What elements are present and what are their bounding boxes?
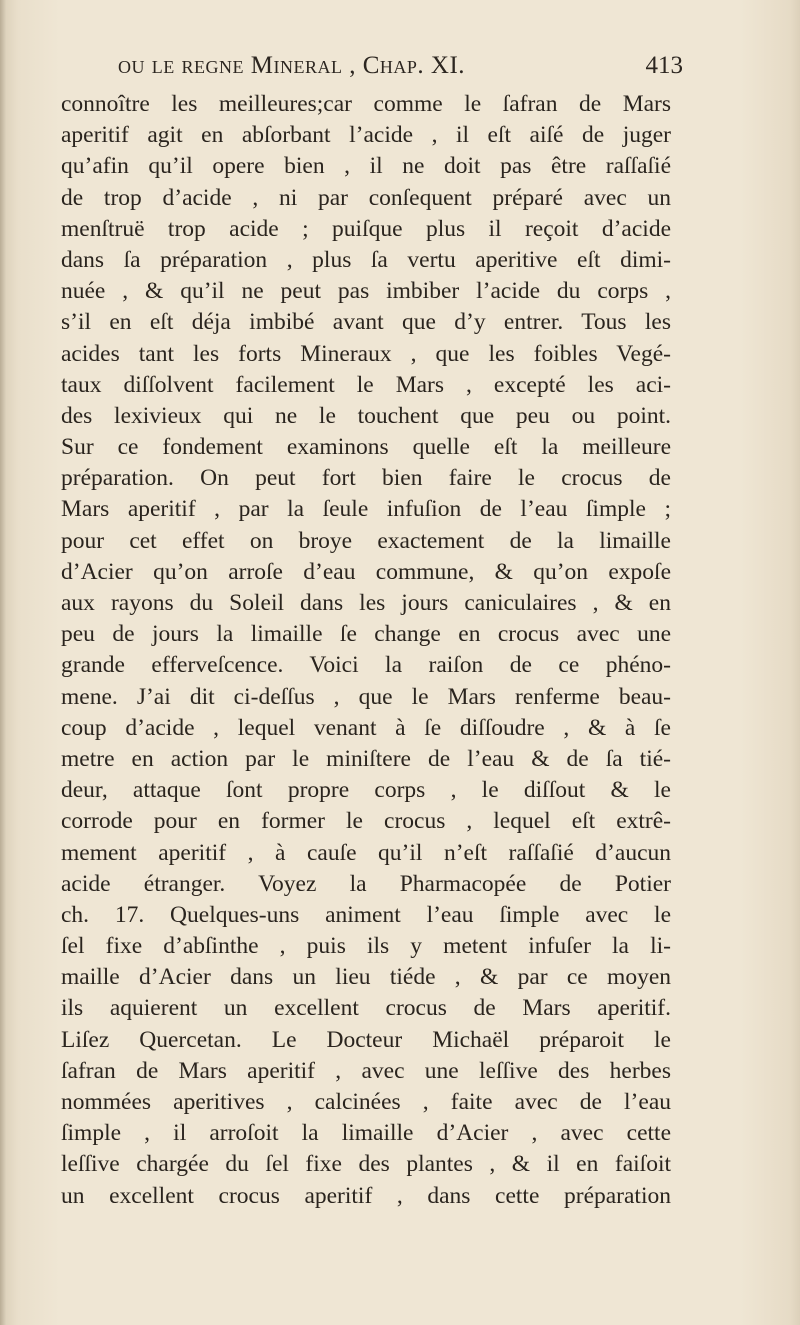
- page-gutter: [0, 0, 6, 1325]
- page-number: 413: [645, 52, 683, 79]
- text-line: préparation. On peut fort bien faire le crocus de: [61, 465, 671, 492]
- text-line: ils aquierent un excellent crocus de Mars aperitif.: [61, 995, 671, 1022]
- text-line: metre en action par le miniſtere de l’eau & de ſa tié-: [61, 745, 671, 772]
- text-line: ch. 17. Quelques-uns animent l’eau ſimple avec le: [61, 901, 671, 928]
- text-line: taux diſſolvent facilement le Mars , excepté les aci-: [61, 371, 671, 398]
- page-header: [60, 52, 683, 94]
- text-line: corrode pour en former le crocus , lequel eſt extrê-: [61, 808, 671, 835]
- text-line: nuée , & qu’il ne peut pas imbiber l’acide du corps ,: [61, 278, 671, 305]
- text-line: menſtruë trop acide ; puiſque plus il reçoit d’acide: [61, 215, 671, 242]
- text-line: aperitif agit en abſorbant l’acide , il eſt aiſé de juger: [61, 122, 671, 149]
- text-line: grande effervеſcence. Voici la raiſon de ce phéno-: [61, 652, 671, 679]
- running-head: ou le regne Mineral , Chap. XI.: [118, 52, 466, 79]
- text-line: ſel fixe d’abſinthe , puis ils y metent infuſer la li-: [61, 933, 671, 960]
- text-line: acide étranger. Voyez la Pharmacopée de Potier: [61, 870, 671, 897]
- body-text: [61, 89, 671, 1212]
- text-line: de trop d’acide , ni par conſequent préparé avec un: [61, 184, 671, 211]
- text-line: dans ſa préparation , plus ſa vertu aperitive eſt dimi-: [61, 246, 671, 273]
- text-line: connoître les meilleures;car comme le ſafran de Mars: [61, 91, 671, 117]
- text-line: peu de jours la limaille ſe change en crocus avec une: [61, 621, 671, 648]
- text-line: acides tant les forts Mineraux , que les foibles Vegé-: [61, 340, 671, 367]
- text-line: deur, attaque ſont propre corps , le diſſout & le: [61, 777, 671, 804]
- text-line: qu’afin qu’il opere bien , il ne doit pas être raſſaſié: [61, 153, 671, 180]
- text-line: ſimple , il arroſoit la limaille d’Acier , avec cette: [61, 1120, 671, 1147]
- text-line: mene. J’ai dit ci-deſſus , que le Mars renferme beau-: [61, 683, 671, 710]
- text-line: s’il en eſt déja imbibé avant que d’y entrer. Tous les: [61, 309, 671, 336]
- text-line: mement aperitif , à cauſe qu’il n’eſt raſſaſié d’aucun: [61, 839, 671, 866]
- text-line: d’Acier qu’on arroſe d’eau commune, & qu’on expoſe: [61, 558, 671, 585]
- text-line: ſafran de Mars aperitif , avec une leſſive des herbes: [61, 1057, 671, 1084]
- text-line: coup d’acide , lequel venant à ſe diſſoudre , & à ſe: [61, 714, 671, 741]
- text-line: des lexivieux qui ne le touchent que peu ou point.: [61, 402, 671, 429]
- text-line: un excellent crocus aperitif , dans cette préparation: [61, 1182, 671, 1209]
- text-line: Sur ce fondement examinons quelle eſt la meilleure: [61, 434, 671, 461]
- text-line: Mars aperitif , par la ſeule infuſion de l’eau ſimple ;: [61, 496, 671, 523]
- text-line: nommées aperitives , calcinées , faite avec de l’eau: [61, 1089, 671, 1115]
- text-line: aux rayons du Soleil dans les jours caniculaires , & en: [61, 590, 671, 616]
- text-line: leſſive chargée du ſel fixe des plantes , & il en faiſoit: [61, 1151, 671, 1178]
- text-line: pour cet effet on broye exactement de la limaille: [61, 527, 671, 554]
- text-line: maille d’Acier dans un lieu tiéde , & par ce moyen: [61, 964, 671, 991]
- text-line: Liſez Quercetan. Le Docteur Michaël préparoit le: [61, 1026, 671, 1053]
